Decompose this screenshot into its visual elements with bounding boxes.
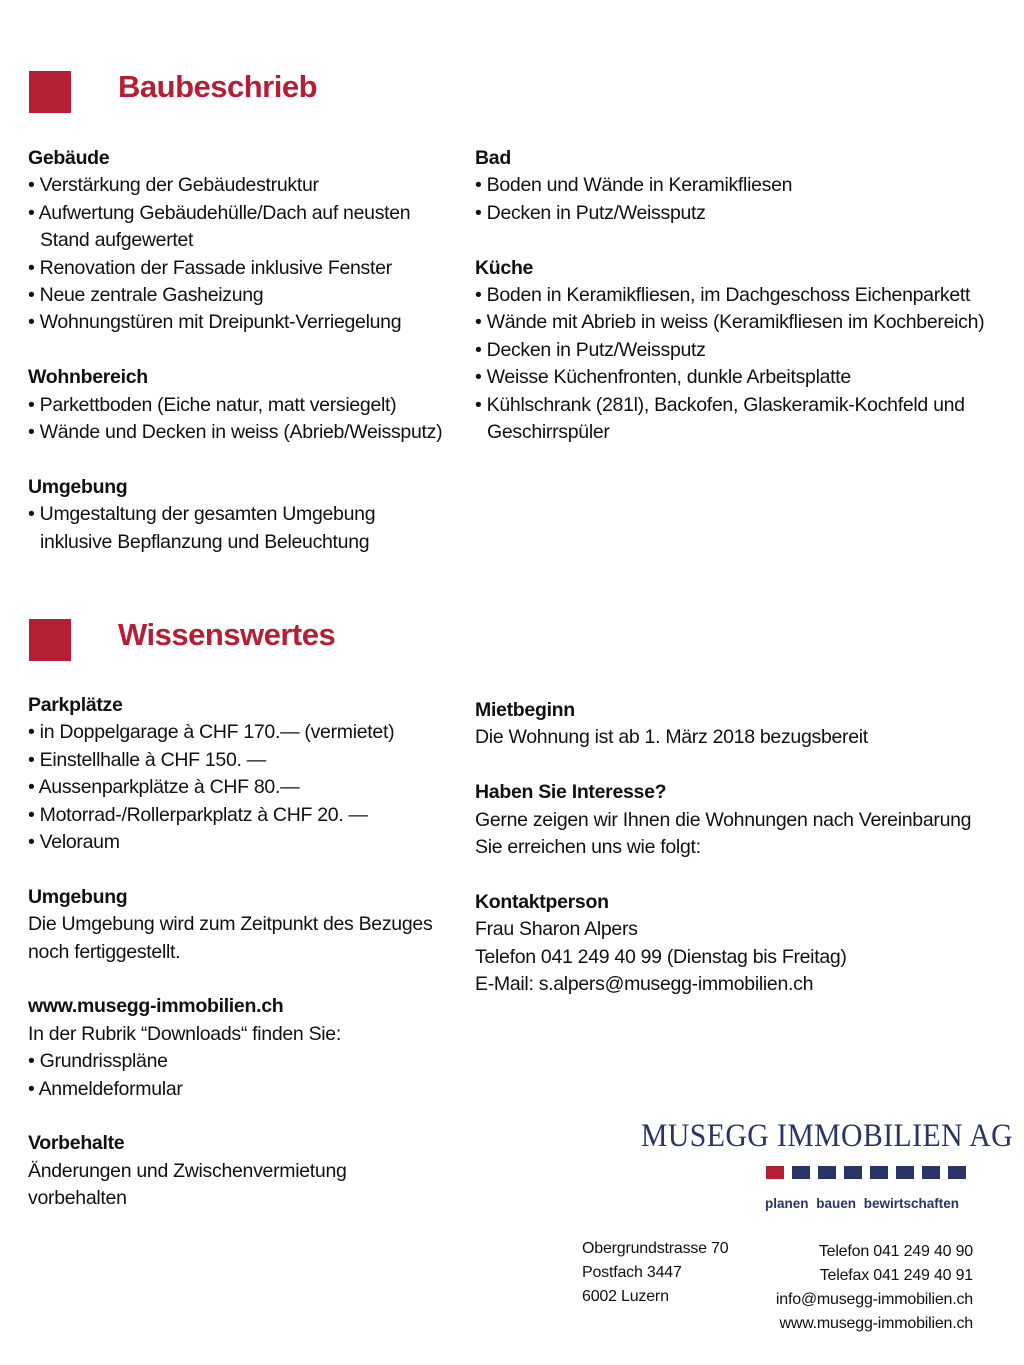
footer-contact [776, 1240, 973, 1336]
address-line: Postfach 3447 [582, 1264, 682, 1281]
text-line: Änderungen und Zwischenvermietung [28, 1159, 347, 1182]
list-item: • Decken in Putz/Weissputz [475, 337, 995, 364]
footer-address [582, 1237, 729, 1309]
list-item: • Aufwertung Gebäudehülle/Dach auf neusten Stand aufgewertet [28, 200, 453, 255]
contact-phone: Telefon 041 249 40 99 (Dienstag bis Freitag) [475, 945, 847, 968]
list-item: • Parkettboden (Eiche natur, matt versiegelt) [28, 392, 453, 419]
list-item: • Umgestaltung der gesamten Umgebung inklusive Bepflanzung und Beleuchtung [28, 501, 410, 556]
text-line: Sie erreichen uns wie folgt: [475, 836, 701, 859]
list-item: • Weisse Küchenfronten, dunkle Arbeitsplatte [475, 364, 995, 391]
logo-square [896, 1166, 914, 1179]
heading-mietbeginn: Mietbeginn [475, 699, 575, 721]
list-item: • Verstärkung der Gebäudestruktur [28, 172, 453, 199]
company-logo-squares [766, 1166, 966, 1179]
heading-kontaktperson: Kontaktperson [475, 890, 609, 913]
list-item: • Kühlschrank (281l), Backofen, Glaskeramik-Kochfeld und Geschirrspüler [475, 392, 982, 447]
logo-square [870, 1166, 888, 1179]
address-line: Obergrundstrasse 70 [582, 1240, 729, 1257]
list-item: • Boden in Keramikfliesen, im Dachgeschoss Eichenparkett [475, 282, 995, 309]
list-item: • Wände mit Abrieb in weiss (Keramikfliesen im Kochbereich) [475, 309, 995, 336]
text-line: vorbehalten [28, 1187, 127, 1210]
address-line: 6002 Luzern [582, 1288, 669, 1305]
section-marker-square [29, 619, 71, 661]
footer-website-link[interactable]: www.musegg-immobilien.ch [779, 1315, 973, 1332]
wissenswertes-right-column [475, 697, 1000, 998]
company-tagline: planen bauen bewirtschaften [765, 1196, 960, 1211]
logo-square [766, 1166, 784, 1179]
website-heading-link[interactable]: www.musegg-immobilien.ch [28, 995, 284, 1018]
footer-phone: Telefon 041 249 40 90 [818, 1243, 973, 1260]
list-item: • Grundrisspläne [28, 1048, 458, 1075]
list-item: • Decken in Putz/Weissputz [475, 200, 995, 227]
section-title-baubeschrieb: Baubeschrieb [118, 69, 318, 104]
list-item: • Einstellhalle à CHF 150. — [28, 747, 458, 774]
heading-parkplaetze: Parkplätze [28, 694, 123, 716]
baubeschrieb-right-column [475, 145, 995, 446]
heading-vorbehalte: Vorbehalte [28, 1132, 125, 1155]
list-item: • Renovation der Fassade inklusive Fenster [28, 255, 453, 282]
company-logo-wordmark: MUSEGG IMMOBILIEN AG [641, 1118, 1014, 1154]
logo-square [792, 1166, 810, 1179]
heading-kueche: Küche [475, 256, 534, 279]
section-marker-square [29, 71, 71, 113]
logo-square [844, 1166, 862, 1179]
heading-gebaeude: Gebäude [28, 147, 110, 169]
text-line: Die Wohnung ist ab 1. März 2018 bezugsbereit [475, 726, 868, 749]
list-item: • Motorrad-/Rollerparkplatz à CHF 20. — [28, 802, 458, 829]
footer-fax: Telefax 041 249 40 91 [819, 1267, 973, 1284]
list-item: • Boden und Wände in Keramikfliesen [475, 172, 995, 199]
list-item: • Anmeldeformular [28, 1076, 458, 1103]
heading-wohnbereich: Wohnbereich [28, 366, 148, 389]
logo-square [818, 1166, 836, 1179]
contact-email-link[interactable]: E-Mail: s.alpers@musegg-immobilien.ch [475, 973, 814, 996]
list-item: • Neue zentrale Gasheizung [28, 282, 453, 309]
wissenswertes-left-column [28, 692, 458, 1213]
section-title-wissenswertes: Wissenswertes [118, 617, 336, 652]
text-line: In der Rubrik “Downloads“ finden Sie: [28, 1022, 341, 1045]
baubeschrieb-left-column [28, 145, 453, 556]
heading-umgebung: Umgebung [28, 885, 128, 908]
list-item: • Veloraum [28, 829, 458, 856]
text-line: Die Umgebung wird zum Zeitpunkt des Bezuges [28, 913, 433, 936]
contact-name: Frau Sharon Alpers [475, 918, 638, 941]
logo-square [948, 1166, 966, 1179]
footer-email-link[interactable]: info@musegg-immobilien.ch [775, 1291, 973, 1308]
heading-interesse: Haben Sie Interesse? [475, 781, 667, 804]
text-line: Gerne zeigen wir Ihnen die Wohnungen nach Vereinbarung [475, 808, 972, 831]
logo-square [922, 1166, 940, 1179]
heading-bad: Bad [475, 147, 511, 169]
heading-umgebung: Umgebung [28, 475, 128, 498]
list-item: • Wohnungstüren mit Dreipunkt-Verriegelung [28, 309, 453, 336]
list-item: • Wände und Decken in weiss (Abrieb/Weissputz) [28, 419, 453, 446]
text-line: noch fertiggestellt. [28, 940, 181, 963]
list-item: • Aussenparkplätze à CHF 80.— [28, 774, 458, 801]
list-item: • in Doppelgarage à CHF 170.— (vermietet) [28, 719, 458, 746]
